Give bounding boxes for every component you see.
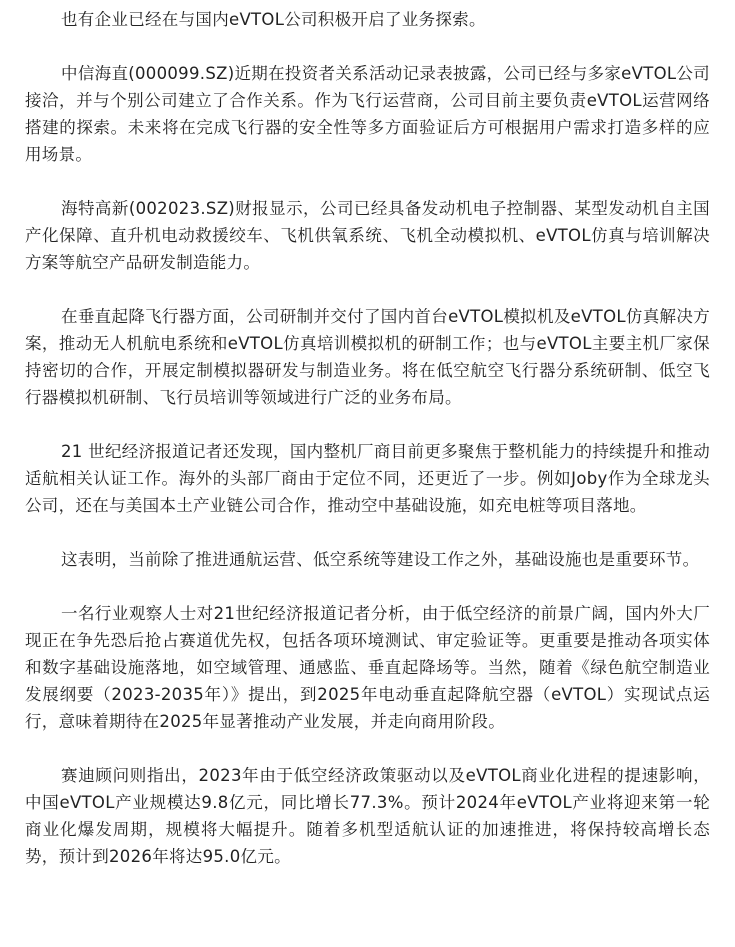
paragraph-8: 赛迪顾问则指出，2023年由于低空经济政策驱动以及eVTOL商业化进程的提速影响，中国eVTOL产业规模达9.8亿元，同比增长77.3%。预计2024年eVTOL产业将迎来第一轮商业化爆发周期，规模将大幅提升。随着多机型适航认证的加速推进，将保持较高增长态势，预计到2026年将达95.0亿元。 — [25, 766, 710, 866]
paragraph-4: 在垂直起降飞行器方面，公司研制并交付了国内首台eVTOL模拟机及eVTOL仿真解决方案，推动无人机航电系统和eVTOL仿真培训模拟机的研制工作；也与eVTOL主要主机厂家保持密切的合作，开展定制模拟器研发与制造业务。将在低空航空飞行器分系统研制、低空飞行器模拟机研制、飞行员培训等领域进行广泛的业务布局。 — [25, 307, 710, 407]
article-body — [25, 6, 710, 870]
paragraph-2: 中信海直(000099.SZ)近期在投资者关系活动记录表披露，公司已经与多家eVTOL公司接洽，并与个别公司建立了合作关系。作为飞行运营商，公司目前主要负责eVTOL运营网络搭建的探索。未来将在完成飞行器的安全性等多方面验证后方可根据用户需求打造多样的应用场景。 — [25, 64, 710, 164]
paragraph-7: 一名行业观察人士对21世纪经济报道记者分析，由于低空经济的前景广阔，国内外大厂现正在争先恐后抢占赛道优先权，包括各项环境测试、审定验证等。更重要是推动各项实体和数字基础设施落地，如空域管理、通感监、垂直起降场等。当然，随着《绿色航空制造业发展纲要（2023-2035年）》提出，到2025年电动垂直起降航空器（eVTOL）实现试点运行，意味着期待在2025年显著推动产业发展，并走向商用阶段。 — [25, 604, 710, 731]
paragraph-6: 这表明，当前除了推进通航运营、低空系统等建设工作之外，基础设施也是重要环节。 — [61, 550, 700, 569]
paragraph-3: 海特高新(002023.SZ)财报显示，公司已经具备发动机电子控制器、某型发动机自主国产化保障、直升机电动救援绞车、飞机供氧系统、飞机全动模拟机、eVTOL仿真与培训解决方案等航空产品研发制造能力。 — [25, 199, 710, 272]
paragraph-1: 也有企业已经在与国内eVTOL公司积极开启了业务探索。 — [61, 10, 486, 29]
paragraph-5: 21 世纪经济报道记者还发现，国内整机厂商目前更多聚焦于整机能力的持续提升和推动适航相关认证工作。海外的头部厂商由于定位不同，还更近了一步。例如Joby作为全球龙头公司，还在与美国本土产业链公司合作，推动空中基础设施，如充电桩等项目落地。 — [25, 442, 710, 515]
